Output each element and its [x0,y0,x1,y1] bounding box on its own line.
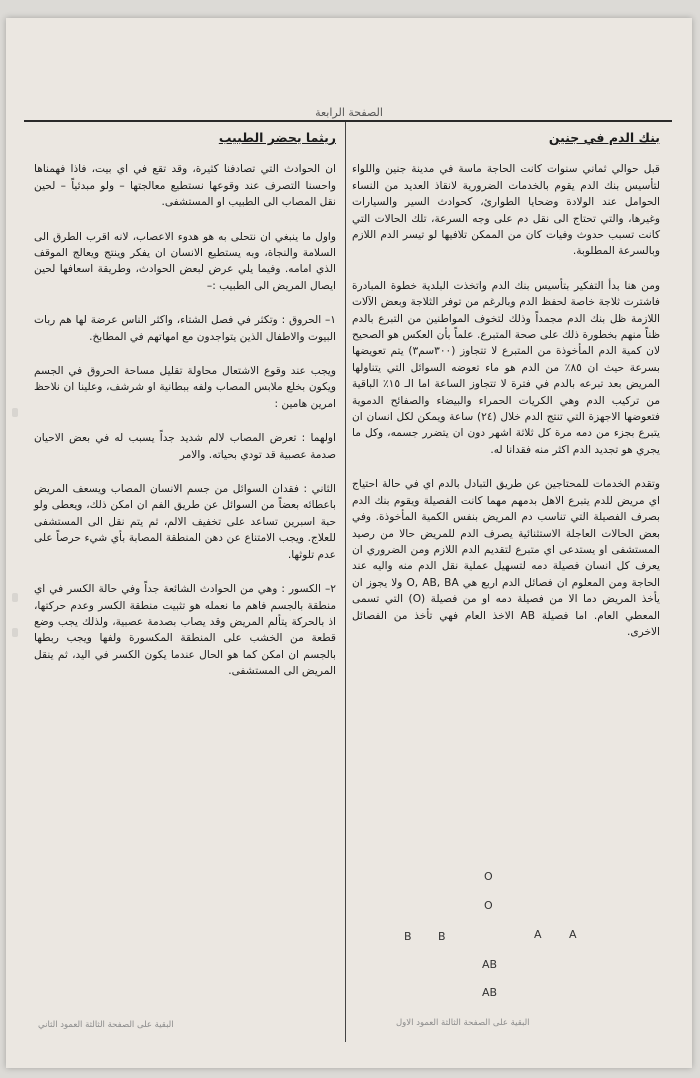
article-paragraph: اولهما : تعرض المصاب لالم شديد جداً يسبب له في بعض الاحيان صدمة عصبية قد تودي بحياته. والامر [34,432,336,461]
blood-type-label: O [484,899,493,912]
article-paragraph: ويجب عند وقوع الاشتعال محاولة تقليل مساحة الحروق في الجسم ويكون بخلع ملابس المصاب ولفه ببطانية او شرشف، وعلينا ان نلاحظ امرين هامين : [34,365,336,410]
punch-hole [12,593,18,602]
blood-type-label: A [534,928,542,941]
article-paragraph: واول ما ينبغي ان نتحلى به هو هدوء الاعصاب، لانه اقرب الطرق الى السلامة والنجاة، وبه يستطيع الانسان ان يفكر وينتج ويعالج الموقف الذي امامه. وفيما يلي عرض لبعض الحوادث، وطريقة اسعافها لحين ايصال المريض الى الطبيب :– [34,230,336,292]
blood-type-label: A [569,928,577,941]
blood-type-label: B [404,930,412,943]
article-paragraph: ١– الحروق : وتكثر في فصل الشتاء، واكثر الناس عرضة لها هم ربات البيوت والاطفال الذين يتواجدون مع امهاتهم في المطابخ. [34,314,336,343]
article-blood-bank [352,128,660,658]
blood-type-label: O [484,870,493,883]
header-rule [24,120,672,122]
article-paragraph: ٢– الكسور : وهي من الحوادث الشائعة جداً وفي حالة الكسر في اي منطقة بالجسم فاهم ما نعمله هو تثبيت منطقة الكسر وعدم حركتها، اذ بالحركة يتألم المريض وقد يصاب بصدمة عصبية، ولذلك يجب وضع قطعة من الخشب على المنطقة المكسورة ولفها ويجب ربطها بالجسم ان امكن كما هو الحال عندما يكون الكسر في اليد، ثم ينقل المريض الى المستشفى. [34,583,336,678]
punch-hole [12,408,18,417]
punch-hole [12,628,18,637]
article-title: ريثما يحضر الطبيب [218,130,336,145]
article-paragraph: وتقدم الخدمات للمحتاجين عن طريق التبادل بالدم اي في حالة احتياج اي مريض للدم يتبرع الاهل بدمهم مهما كانت الفصيلة ويقوم بنك الدم بصرف الفصيلة التي تناسب دم المريض بنفس الكمية المأخوذة. وفي بعض الحالات العاجلة الاستثنائية يصرف الدم للمريض حالا من رصيد المستشفى او يستدعى اي متبرع لتقديم الدم اللازم ومن الضروري ان يعرف كل انسان فصيلة دمه لتسهيل عملية نقل الدم منه واليه عند الحاجة ومن المعلوم ان فصائل الدم اربع هي O, AB, BA ولا يجوز ان يأخذ المريض دما الا من فصيلة دمه او من فصيلة (O) التي تسمى المعطي العام. اما فصيلة AB الاخذ العام فهي تأخذ من الفصائل الاخرى. [352,478,661,638]
continuation-note: البقية على الصفحة الثالثة العمود الاول [396,1018,530,1028]
article-paragraph: ان الحوادث التي تصادفنا كثيرة، وقد تقع في اي بيت، فاذا فهمناها واحسنا التصرف عند وقوعها نستطيع معالجتها – ولو مبدئياً – لحين نقل المصاب الى الطبيب او المستشفى. [34,163,336,209]
article-paragraph: قبل حوالي ثماني سنوات كانت الحاجة ماسة في مدينة جنين واللواء لتأسيس بنك الدم يقوم بالخدمات الضرورية لانقاذ العديد من النساء الحوامل عند الولادة وضحايا الطوارئ، كحوادث السير والسيارات وغيرها، والتي تحتاج الى نقل دم على وجه السرعة، تلك الحالات التي كانت تسبب حدوث وفيات كان من الممكن تلافيها لو تيسر الدم اللازم وبالسرعة المطلوبة. [352,163,660,258]
article-title: بنك الدم في جنين [548,130,660,145]
page-label: الصفحة الرابعة [315,106,383,119]
blood-type-label: AB [482,986,498,999]
column-divider [345,122,346,1042]
article-paragraph: ومن هنا بدأ التفكير بتأسيس بنك الدم واتخذت البلدية خطوة المبادرة فاشترت ثلاجة خاصة لحفظ الدم وبالرغم من توفر الثلاجة وبعض الآلات اللازمة ظل بنك الدم مجمداً وذلك لتخوف المواطنين من التبرع بالدم ظناً منهم بخطورة ذلك على صحة المتبرع. علماً بأن العكس هو الصحيح لان كمية الدم المأخوذة من المتبرع لا تتجاوز (٣٠٠سم٣) يتم تعويضها بسرعة حيث ان ٨٥٪ من الدم هو ماء تعوضه السوائل التي يتناولها المريض بعد تبرعه بالدم في فترة لا تتجاوز الساعة اما الـ ١٥٪ الباقية من تركيب الدم وهي الكريات الحمراء والبيضاء والصفائح الدموية فتعوضها الاجهزة التي تنتج الدم خلال (٢٤) ساعة ويمكن لكل انسان ان يتبرع بجزء من دمه مرة كل ثلاثة اشهر دون ان يتضرر جسمه، وكل ما يجري هو تجديد الدم اكثر منه فقدانا له. [352,279,661,456]
article-before-doctor [34,128,336,698]
article-paragraph: الثاني : فقدان السوائل من جسم الانسان المصاب ويسعف المريض باعطائه بعضاً من السوائل عن طريق الفم ان امكن ذلك، ويعطى ولو حبة اسبرين تساعد على تخفيف الالم، ثم يتم نقل الى المستشفى للعلاج. ويجب الامتناع عن دهن المنطقة المصابة بأي شيء حرصاً على عدم تلوثها. [34,483,336,561]
newspaper-page [6,18,692,1068]
continuation-note: البقية على الصفحة الثالثة العمود الثاني [38,1020,174,1030]
blood-type-label: AB [482,958,498,971]
blood-type-label: B [438,930,446,943]
